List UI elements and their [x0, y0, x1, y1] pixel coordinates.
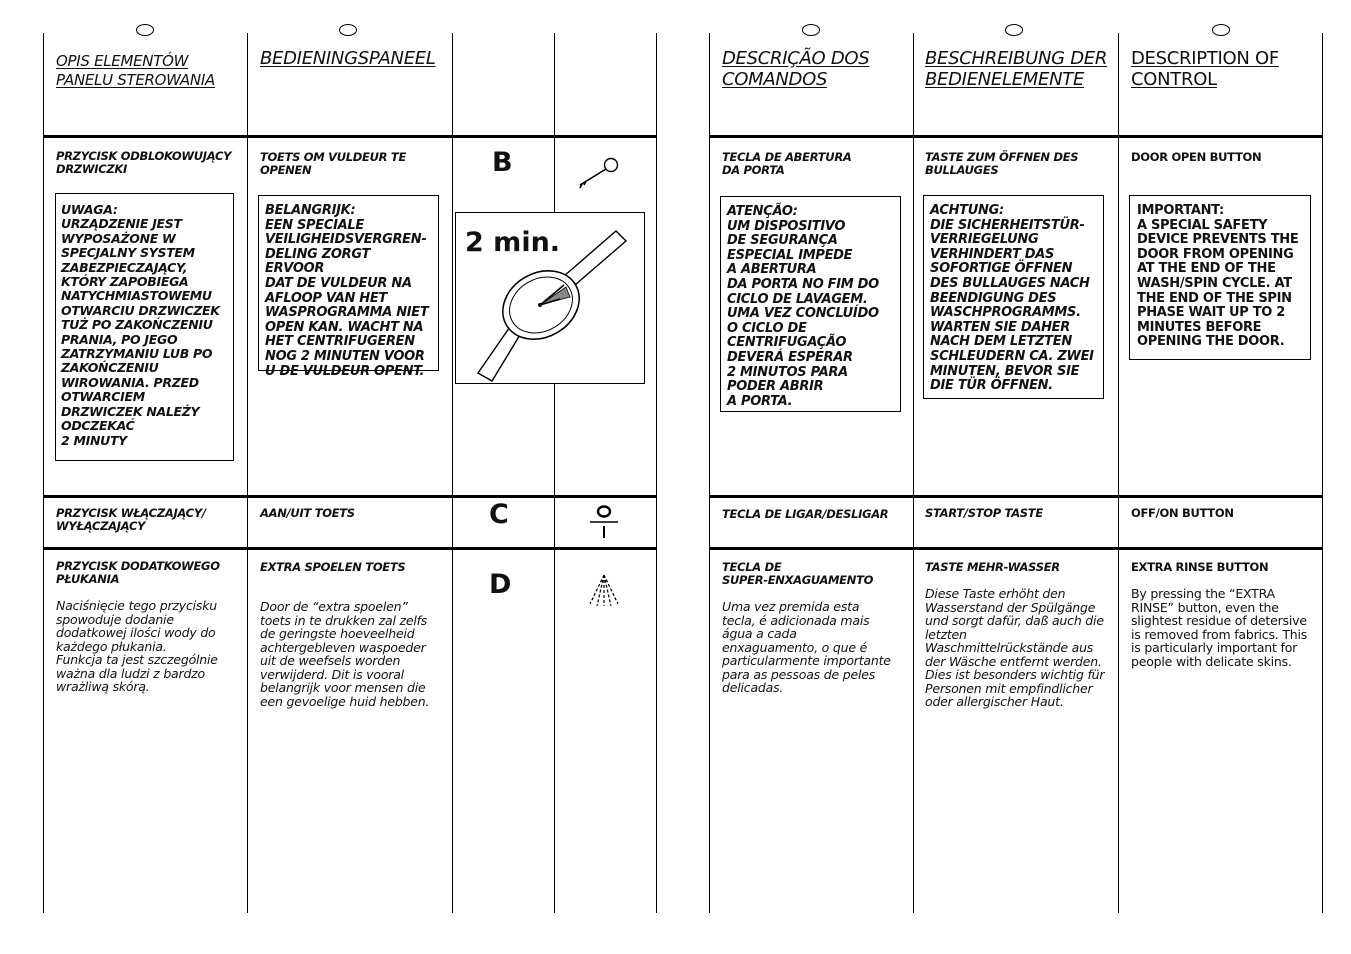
- door-button-letter: B: [492, 147, 513, 178]
- english-door-warning: IMPORTANT: A SPECIAL SAFETY DEVICE PREVENTS THE DOOR FROM OPENING AT THE END OF THE WASH/SPIN CYCLE. AT THE END OF THE SPIN PHASE WAIT UP TO 2 MINUTES BEFORE OPENING THE DOOR.: [1129, 195, 1311, 360]
- german-header: BESCHREIBUNG DER BEDIENELEMENTE: [925, 48, 1108, 90]
- row-rule: [709, 135, 1322, 138]
- dutch-rinse-text: Door de “extra spoelen” toets in te drukken zal zelfs de geringste hoeveelheid achtergebleven waspoeder uit de weefsels worden verwijderd. Dit is vooral belangrijk voor mensen die een gevoelige huid hebben.: [260, 599, 430, 709]
- dutch-door-warning: BELANGRIJK: EEN SPECIALE VEILIGHEIDSVERGREN- DELING ZORGT ERVOOR DAT DE VULDEUR NA AFLOOP VAN HET WASPROGRAMMA NIET OPEN KAN. WACHT NA HET CENTRIFUGEREN NOG 2 MINUTEN VOOR U DE VULDEUR OPENT.: [258, 195, 439, 371]
- onoff-button-letter: C: [489, 499, 509, 530]
- dutch-header: BEDIENINGSPANEEL: [260, 48, 436, 69]
- rinse-shower-icon: [586, 572, 622, 610]
- polish-door-label: PRZYCISK ODBLOKOWUJĄCY DRZWICZKI: [56, 149, 232, 176]
- row-rule: [43, 547, 656, 550]
- row-rule: [709, 547, 1322, 550]
- portuguese-header: DESCRIÇÃO DOS COMANDOS: [722, 48, 870, 90]
- column-rule: [554, 33, 555, 913]
- german-rinse-label: TASTE MEHR-WASSER: [925, 560, 1060, 574]
- english-header: DESCRIPTION OF CONTROL: [1131, 48, 1279, 90]
- column-rule: [43, 33, 44, 913]
- timer-text: 2 min.: [465, 227, 561, 258]
- oval-marker: [339, 24, 357, 36]
- column-rule: [709, 33, 710, 913]
- oval-marker: [1212, 24, 1230, 36]
- column-rule: [1118, 33, 1119, 913]
- column-rule: [656, 33, 657, 913]
- english-rinse-text: By pressing the “EXTRA RINSE” button, even the slightest residue of detersive is removed from fabrics. This is particularly important for people with delicate skins.: [1131, 586, 1308, 669]
- dutch-rinse-label: EXTRA SPOELEN TOETS: [260, 560, 406, 574]
- oval-marker: [802, 24, 820, 36]
- rinse-button-letter: D: [489, 569, 512, 600]
- timer-panel: [455, 212, 645, 384]
- english-onoff-label: OFF/ON BUTTON: [1131, 506, 1234, 520]
- polish-door-warning: UWAGA: URZĄDZENIE JEST WYPOSAŻONE W SPECJALNY SYSTEM ZABEZPIECZAJĄCY, KTÓRY ZAPOBIEGA NATYCHMIASTOWEMU OTWARCIU DRZWICZEK TUŻ PO ZAKOŃCZENIU PRANIA, PO JEGO ZATRZYMANIU LUB PO ZAKOŃCZENIU WIROWANIA. PRZED OTWARCIEM DRZWICZEK NALEŻY ODCZEKAĆ 2 MINUTY: [55, 193, 234, 461]
- german-onoff-label: START/STOP TASTE: [925, 506, 1043, 520]
- polish-rinse-text: Naciśnięcie tego przycisku spowoduje dodanie dodatkowej ilości wody do każdego płukania. Funkcja ta jest szczególnie ważna dla ludzi z bardzo wrażliwą skórą.: [56, 598, 218, 694]
- portuguese-rinse-text: Uma vez premida esta tecla, é adicionada mais água a cada enxaguamento, o que é particularmente importante para as pessoas de peles delicadas.: [722, 599, 891, 695]
- oval-marker: [136, 24, 154, 36]
- german-rinse-text: Diese Taste erhöht den Wasserstand der Spülgänge und sorgt dafür, daß auch die letzten Waschmittelrückstände aus der Wäsche entfernt werden. Dies ist besonders wichtig für Personen mit empfindlicher oder allergischer Haut.: [925, 586, 1105, 709]
- polish-rinse-label: PRZYCISK DODATKOWEGO PŁUKANIA: [56, 559, 220, 586]
- portuguese-rinse-label: TECLA DE SUPER-ENXAGUAMENTO: [722, 560, 874, 587]
- english-rinse-label: EXTRA RINSE BUTTON: [1131, 560, 1269, 574]
- portuguese-door-warning: ATENÇÃO: UM DISPOSITIVO DE SEGURANÇA ESPECIAL IMPEDE A ABERTURA DA PORTA NO FIM DO CICLO DE LAVAGEM. UMA VEZ CONCLUÍDO O CICLO DE CENTRIFUGAÇÃO DEVERÁ ESPERAR 2 MINUTOS PARA PODER ABRIR A PORTA.: [720, 196, 901, 412]
- key-icon: [574, 152, 622, 192]
- polish-header: OPIS ELEMENTÓW PANELU STEROWANIA: [56, 52, 215, 89]
- german-door-warning: ACHTUNG: DIE SICHERHEITSTÜR- VERRIEGELUNG VERHINDERT DAS SOFORTIGE ÖFFNEN DES BULLAUGES NACH BEENDIGUNG DES WASCHPROGRAMMS. WARTEN SIE DAHER NACH DEM LETZTEN SCHLEUDERN CA. ZWEI MINUTEN, BEVOR SIE DIE TÜR ÖFFNEN.: [923, 195, 1104, 399]
- row-rule: [43, 495, 656, 498]
- portuguese-door-label: TECLA DE ABERTURA DA PORTA: [722, 150, 852, 177]
- german-door-label: TASTE ZUM ÖFFNEN DES BULLAUGES: [925, 150, 1079, 177]
- column-rule: [913, 33, 914, 913]
- dutch-onoff-label: AAN/UIT TOETS: [260, 506, 355, 520]
- portuguese-onoff-label: TECLA DE LIGAR/DESLIGAR: [722, 507, 889, 521]
- english-door-label: DOOR OPEN BUTTON: [1131, 150, 1262, 164]
- dutch-door-label: TOETS OM VULDEUR TE OPENEN: [260, 150, 406, 177]
- column-rule: [247, 33, 248, 913]
- wristwatch-icon: [456, 213, 644, 383]
- oval-marker: [1005, 24, 1023, 36]
- row-rule: [43, 135, 656, 138]
- power-icon: [589, 503, 619, 541]
- polish-onoff-label: PRZYCISK WŁĄCZAJĄCY/ WYŁĄCZAJĄCY: [56, 506, 206, 533]
- row-rule: [709, 495, 1322, 498]
- column-rule: [1322, 33, 1323, 913]
- column-rule: [452, 33, 453, 913]
